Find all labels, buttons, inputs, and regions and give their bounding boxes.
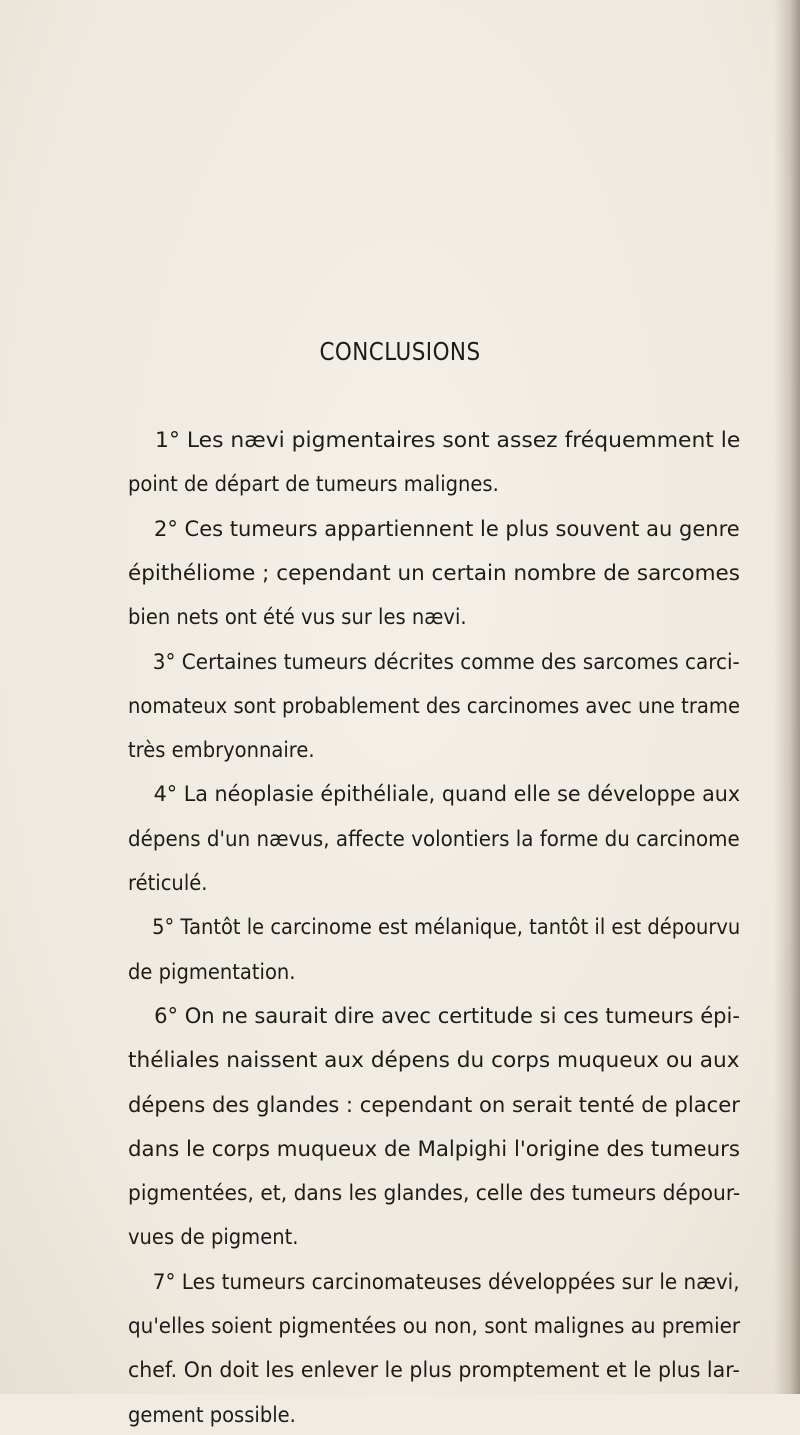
text-line: très embryonnaire. — [128, 738, 315, 763]
text-line: dépens d'un nævus, affecte volontiers la forme du carcinome — [128, 826, 740, 851]
text-line: 7° Les tumeurs carcinomateuses développées sur le nævi, — [152, 1269, 740, 1294]
text-line: 5° Tantôt le carcinome est mélanique, tantôt il est dépourvu — [152, 915, 741, 940]
text-line: 2° Ces tumeurs appartiennent le plus souvent au genre — [154, 516, 740, 541]
text-line: pigmentées, et, dans les glandes, celle des tumeurs dépour- — [128, 1181, 741, 1206]
page-edge-shadow — [774, 0, 800, 1394]
text-line: réticulé. — [128, 871, 208, 895]
text-line: gement possible. — [128, 1402, 296, 1427]
text-line: 6° On ne saurait dire avec certitude si ces tumeurs épi- — [154, 1003, 741, 1028]
text-line: 4° La néoplasie épithéliale, quand elle se développe aux — [153, 782, 741, 807]
text-line: théliales naissent aux dépens du corps muqueux ou aux — [128, 1048, 740, 1073]
text-line: vues de pigment. — [128, 1225, 299, 1250]
text-line: 3° Certaines tumeurs décrites comme des sarcomes carci- — [152, 649, 740, 674]
text-line: bien nets ont été vus sur les nævi. — [128, 605, 467, 630]
text-line: 1° Les nævi pigmentaires sont assez fréquemment le — [155, 428, 741, 452]
text-line: point de départ de tumeurs malignes. — [128, 472, 499, 497]
text-line: dans le corps muqueux de Malpighi l'origine des tumeurs — [128, 1136, 740, 1161]
text-line: chef. On doit les enlever le plus promptement et le plus lar- — [128, 1358, 740, 1383]
text-line: nomateux sont probablement des carcinomes avec une trame — [128, 693, 741, 718]
text-line: de pigmentation. — [128, 959, 296, 984]
text-line: épithéliome ; cependant un certain nombre de sarcomes — [128, 560, 740, 585]
text-line: qu'elles soient pigmentées ou non, sont malignes au premier — [128, 1314, 741, 1338]
page-title: CONCLUSIONS — [319, 337, 481, 366]
text-line: dépens des glandes : cependant on serait tenté de placer — [128, 1092, 741, 1117]
